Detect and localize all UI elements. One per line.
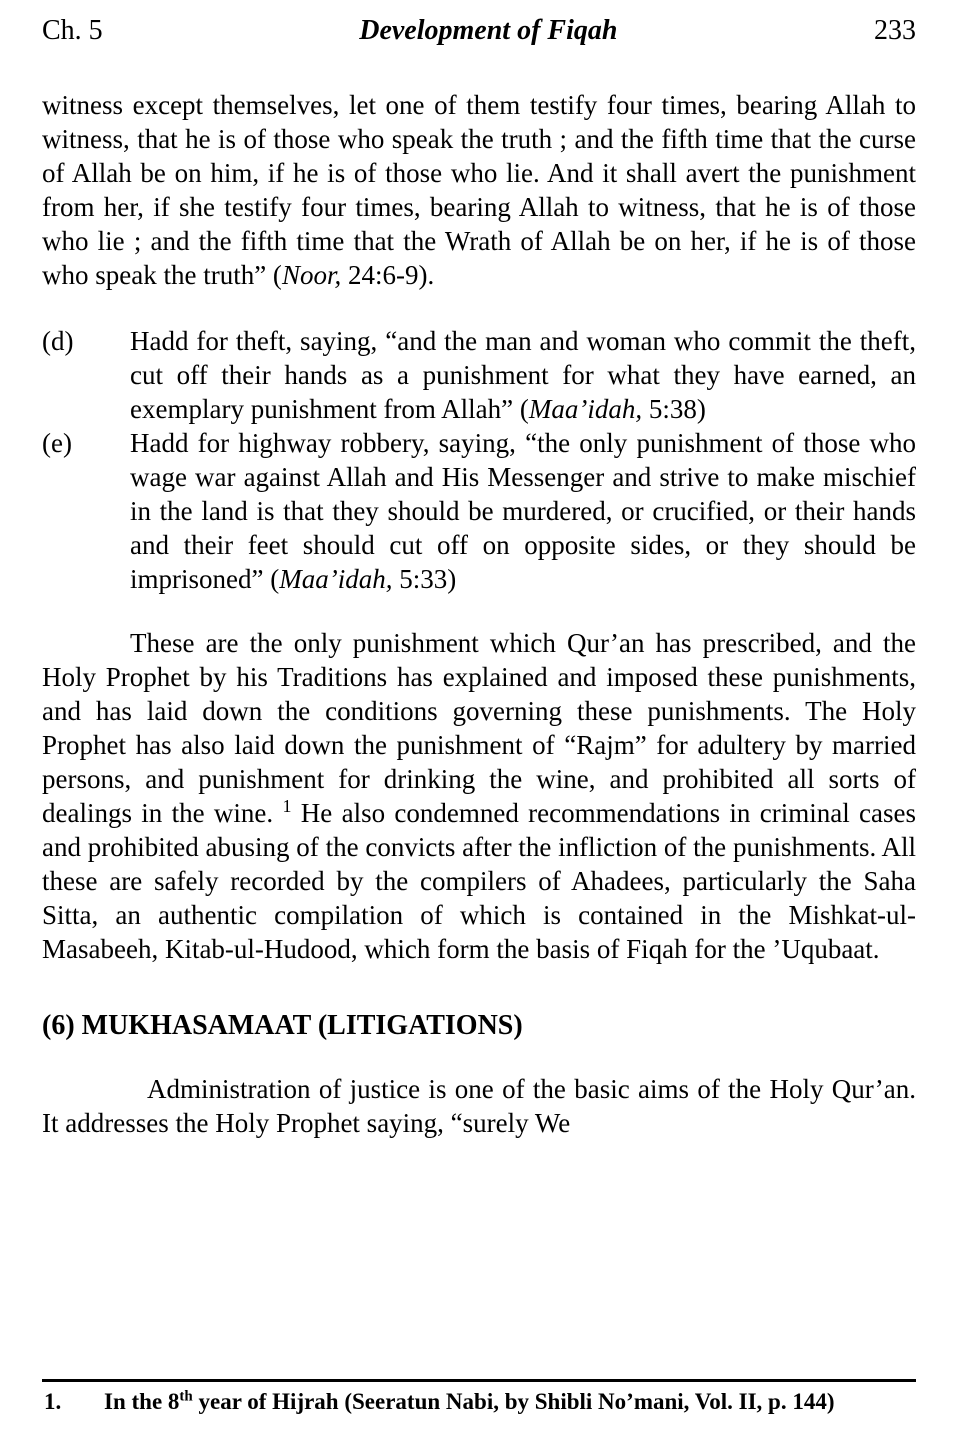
paragraph-text: These are the only punishment which Qur’an has prescribed, and the Holy Prophet by his Traditions has explained and imposed these punishments, and has laid down the conditions governing these punishments. The Holy Prophet has also laid down the punishment of “Rajm” for adultery by married persons, and punishment for drinking the wine, and prohibited all sorts of dealings in the wine.	[42, 628, 916, 828]
list-item-text-after: 5:38)	[642, 394, 706, 424]
footnote-text: In the 8	[104, 1389, 180, 1414]
list-item-e	[42, 426, 916, 596]
paragraph-punishments	[42, 626, 916, 966]
list-item-text-after: 5:33)	[392, 564, 457, 594]
footnote-superscript: th	[179, 1388, 193, 1405]
paragraph-litigations: Administration of justice is one of the basic aims of the Holy Qur’an. It addresses the Holy Prophet saying, “surely We	[42, 1074, 916, 1138]
chapter-label: Ch. 5	[42, 15, 103, 46]
reference-title-italic: Noor,	[281, 260, 342, 290]
footnote-text-after: year of Hijrah (Seeratun Nabi, by Shibli No’mani, Vol. II, p. 144)	[192, 1389, 835, 1414]
footnote-block	[42, 1379, 916, 1416]
page-content	[42, 88, 916, 1140]
section-heading: (6) MUKHASAMAAT (LITIGATIONS)	[42, 1010, 523, 1041]
footnote-marker: 1.	[44, 1389, 62, 1414]
page-header	[42, 14, 916, 48]
footnote-reference-marker: 1	[282, 796, 292, 816]
reference-title-italic: Maa’idah,	[279, 564, 393, 594]
footnote	[42, 1388, 916, 1416]
page-number: 233	[873, 15, 916, 46]
list-item-text: Hadd for highway robbery, saying, “the only punishment of those who wage war against Allah and His Messenger and strive to make mischief in the land is that they should be murdered, or crucified, or their hands and their feet should cut off on opposite sides, or they should be imprisoned” (	[130, 428, 916, 594]
list-item-text: Hadd for theft, saying, “and the man and woman who commit the theft, cut off their hands as a punishment for what they have earned, an exemplary punishment from Allah” (	[130, 326, 916, 424]
paragraph-text-after: 24:6-9).	[341, 260, 435, 290]
reference-title-italic: Maa’idah,	[528, 394, 643, 424]
paragraph-text-after: He also condemned recommendations in criminal cases and prohibited abusing of the convicts after the infliction of the punishments. All these are safely recorded by the compilers of Ahadees, particularly the Saha Sitta, an authentic compilation of which is contained in the Mishkat-ul-Masabeeh, Kitab-ul-Hudood, which form the basis of Fiqah for the ’Uqubaat.	[42, 798, 916, 964]
footnote-divider	[42, 1379, 916, 1382]
list-item-d	[42, 324, 916, 426]
paragraph-text: witness except themselves, let one of them testify four times, bearing Allah to witness, that he is of those who speak the truth ; and the fifth time that the curse of Allah be on him, if he is of those who lie. And it shall avert the punishment from her, if she testify four times, bearing Allah to witness, that he is of those who lie ; and the fifth time that the Wrath of Allah be on her, if he is of those who speak the truth” (	[42, 90, 916, 290]
running-title: Development of Fiqah	[359, 15, 618, 46]
list-item-label: (e)	[42, 428, 72, 458]
paragraph-quran-quote	[42, 88, 916, 292]
list-item-label: (d)	[42, 326, 74, 356]
